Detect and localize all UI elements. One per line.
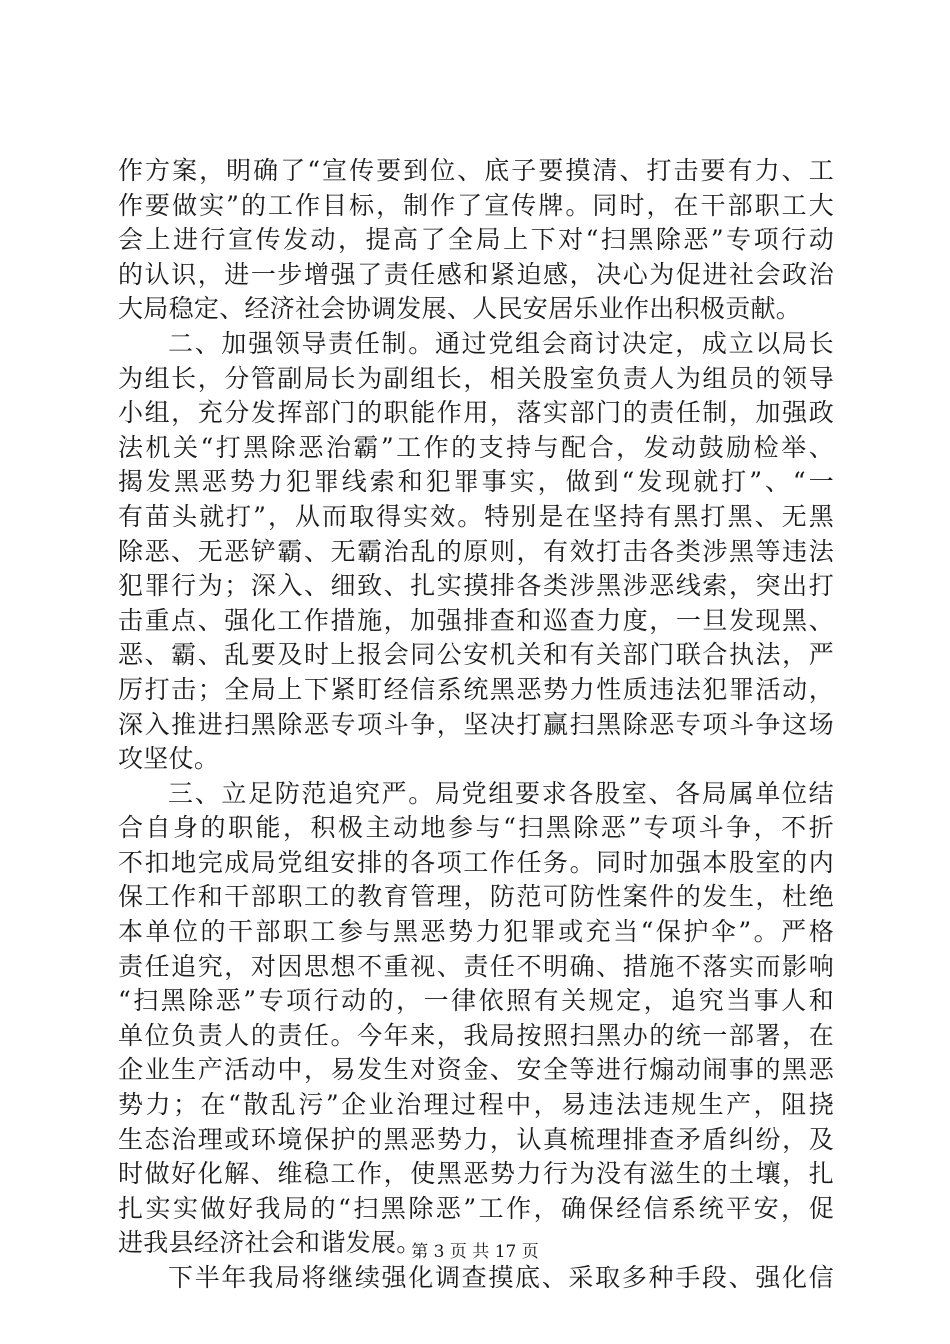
text-line: 保工作和干部职工的教育管理，防范可防性案件的发生，杜绝: [118, 882, 834, 912]
text-line: 恶、霸、乱要及时上报会同公安机关和有关部门联合执法，严: [118, 640, 834, 670]
text-line: 下半年我局将继续强化调查摸底、采取多种手段、强化信: [168, 1263, 834, 1292]
text-line: “扫黑除恶”专项行动的，一律依照有关规定，追究当事人和: [118, 986, 834, 1016]
text-line: 生态治理或环境保护的黑恶势力，认真梳理排查矛盾纠纷，及: [118, 1124, 834, 1154]
text-line: 的认识，进一步增强了责任感和紧迫感，决心为促进社会政治: [118, 259, 834, 289]
text-line: 时做好化解、维稳工作，使黑恶势力行为没有滋生的土壤，扎: [118, 1159, 834, 1189]
text-line: 厉打击；全局上下紧盯经信系统黑恶势力性质违法犯罪活动，: [118, 674, 834, 704]
text-line: 攻坚仗。: [118, 744, 220, 774]
text-line: 会上进行宣传发动，提高了全局上下对“扫黑除恶”专项行动: [118, 225, 834, 255]
text-line: 二、加强领导责任制。通过党组会商讨决定，成立以局长: [168, 328, 834, 358]
text-line: 大局稳定、经济社会协调发展、人民安居乐业作出积极贡献。: [118, 294, 802, 324]
text-line: 犯罪行为；深入、细致、扎实摸排各类涉黑涉恶线索，突出打: [118, 571, 834, 601]
text-line: 深入推进扫黑除恶专项斗争，坚决打赢扫黑除恶专项斗争这场: [118, 709, 834, 739]
text-line: 小组，充分发挥部门的职能作用，落实部门的责任制，加强政: [118, 398, 834, 428]
text-line: 揭发黑恶势力犯罪线索和犯罪事实，做到“发现就打”、“一: [118, 467, 834, 497]
document-body: [118, 154, 834, 1296]
text-line: 企业生产活动中，易发生对资金、安全等进行煽动闹事的黑恶: [118, 1055, 834, 1085]
text-line: 进我县经济社会和谐发展。: [118, 1228, 422, 1258]
text-line: 作方案，明确了“宣传要到位、底子要摸清、打击要有力、工: [118, 156, 834, 185]
text-line: 扎实实做好我局的“扫黑除恶”工作，确保经信系统平安，促: [118, 1193, 834, 1223]
text-line: 作要做实”的工作目标，制作了宣传牌。同时，在干部职工大: [118, 190, 834, 220]
text-line: 除恶、无恶铲霸、无霸治乱的原则，有效打击各类涉黑等违法: [118, 536, 834, 566]
text-line: 为组长，分管副局长为副组长，相关股室负责人为组员的领导: [118, 363, 834, 393]
text-line: 责任追究，对因思想不重视、责任不明确、措施不落实而影响: [118, 951, 834, 981]
text-line: 单位负责人的责任。今年来，我局按照扫黑办的统一部署，在: [118, 1020, 834, 1050]
text-line: 有苗头就打”，从而取得实效。特别是在坚持有黑打黑、无黑: [118, 501, 834, 531]
text-line: 击重点、强化工作措施，加强排查和巡查力度，一旦发现黑、: [118, 605, 834, 635]
text-line: 法机关“打黑除恶治霸”工作的支持与配合，发动鼓励检举、: [118, 432, 834, 462]
text-line: 势力；在“散乱污”企业治理过程中，易违法违规生产，阻挠: [118, 1090, 834, 1120]
page-footer: 第 3 页 共 17 页: [411, 1242, 539, 1262]
text-line: 三、立足防范追究严。局党组要求各股室、各局属单位结: [168, 778, 834, 808]
text-line: 本单位的干部职工参与黑恶势力犯罪或充当“保护伞”。严格: [118, 917, 834, 947]
text-line: 合自身的职能，积极主动地参与“扫黑除恶”专项斗争，不折: [118, 813, 834, 843]
text-line: 不扣地完成局党组安排的各项工作任务。同时加强本股室的内: [118, 847, 834, 877]
